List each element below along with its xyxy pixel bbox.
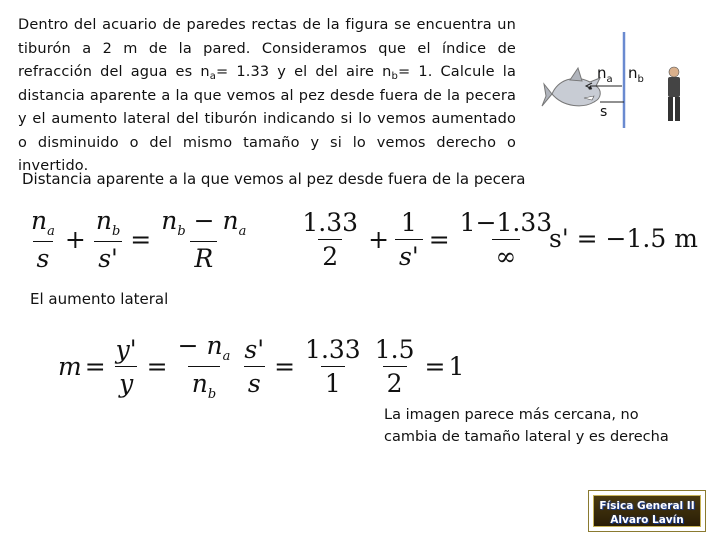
figure-label-s: s bbox=[600, 104, 608, 120]
fraction-133-over-1: $\frac{1.33}{1}$ bbox=[305, 334, 361, 398]
shark-icon bbox=[542, 68, 600, 106]
fraction-yprime-over-y: $\frac{y'}{y}$ bbox=[115, 334, 137, 398]
subscript-a: a bbox=[209, 71, 217, 82]
problem-text-part-3: = 1. Calcule la distancia aparente a la que vemos al pez desde fuera de la pecera y el aumento lateral del tiburón indicando si lo vemos aumentado o disminuido o del mismo tamaño y si lo vemos derecho o invertido. bbox=[18, 64, 516, 174]
fraction-nb-over-sprime: $\frac{n_b}{s'}$ bbox=[95, 205, 121, 273]
distance-result: s' = −1.5 m bbox=[549, 224, 698, 253]
problem-statement bbox=[18, 14, 516, 179]
distance-heading: Distancia aparente a la que vemos al pez desde fuera de la pecera bbox=[22, 170, 526, 188]
figure-label-na: $n_a$ bbox=[597, 64, 613, 85]
magnification-result: 1 bbox=[448, 351, 465, 381]
magnification-heading: El aumento lateral bbox=[30, 290, 169, 308]
refraction-equation: $\frac{n_a}{s}$ + $\frac{n_b}{s'}$ = $\frac{n_b - n_a}{R}$ $\frac{1.33}{2}$ + $\frac{1}{s'}$ = $\frac{1-1.33}{\infty}$ bbox=[24, 203, 559, 275]
fraction-na-over-s: $\frac{n_a}{s}$ bbox=[31, 205, 55, 273]
figure-label-nb: $n_b$ bbox=[628, 64, 644, 85]
fraction-15-over-2: $\frac{1.5}{2}$ bbox=[374, 334, 415, 398]
course-logo bbox=[588, 490, 706, 532]
fraction-1-minus-133-over-infinity: $\frac{1-1.33}{\infty}$ bbox=[459, 207, 553, 271]
fraction-neg-na-over-nb: $\frac{- n_a}{n_b}$ bbox=[177, 330, 231, 402]
logo-line-1: Física General II bbox=[599, 500, 695, 512]
aquarium-diagram bbox=[540, 28, 690, 128]
problem-text-part-2: = 1.33 y el del aire n bbox=[216, 64, 392, 80]
person-icon bbox=[668, 67, 680, 121]
fraction-133-over-2: $\frac{1.33}{2}$ bbox=[302, 207, 359, 271]
fraction-sprime-over-s: $\frac{s'}{s}$ bbox=[244, 334, 265, 398]
fraction-1-over-sprime: $\frac{1}{s'}$ bbox=[395, 208, 423, 271]
problem-text-part-1: Dentro del acuario de paredes rectas de la figura se encuentra un tiburón a 2 m de la pared. Consideramos que el índice de refracción del agua es n bbox=[18, 17, 516, 80]
fraction-nb-minus-na-over-R: $\frac{n_b - n_a}{R}$ bbox=[161, 205, 247, 273]
magnification-equation: m = $\frac{y'}{y}$ = $\frac{- n_a}{n_b}$ $\frac{s'}{s}$ = $\frac{1.33}{1}$ $\frac{1.5}{2}$ = 1 bbox=[58, 330, 465, 402]
subscript-b: b bbox=[391, 71, 398, 82]
logo-line-2: Alvaro Lavín bbox=[610, 514, 684, 526]
aquarium-figure bbox=[540, 28, 690, 128]
conclusion-text: La imagen parece más cercana, no cambia de tamaño lateral y es derecha bbox=[384, 407, 669, 445]
